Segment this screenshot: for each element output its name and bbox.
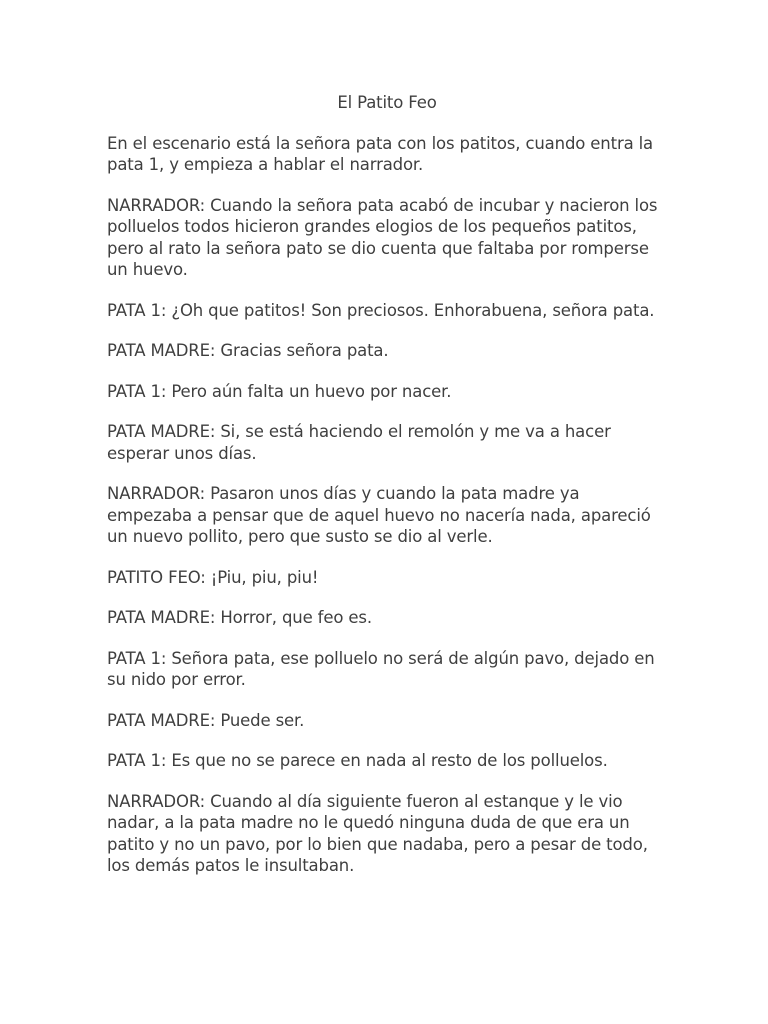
paragraph-narrador-3: NARRADOR: Cuando al día siguiente fueron al estanque y le vio nadar, a la pata madre no le quedó ninguna duda de que era un patito y no un pavo, por lo bien que nadaba, pero a pesar de todo, los demás patos le insultaban.	[107, 791, 648, 875]
paragraph-pata-madre-3: PATA MADRE: Horror, que feo es.	[107, 608, 372, 627]
paragraph-pata1-4: PATA 1: Es que no se parece en nada al resto de los polluelos.	[107, 751, 608, 770]
document-body	[107, 92, 667, 896]
paragraph-narrador-2: NARRADOR: Pasaron unos días y cuando la pata madre ya empezaba a pensar que de aquel huevo no nacería nada, apareció un nuevo pollito, pero que susto se dio al verle.	[107, 484, 651, 546]
paragraph-intro: En el escenario está la señora pata con los patitos, cuando entra la pata 1, y empieza a hablar el narrador.	[107, 133, 654, 174]
paragraph-pata1-2: PATA 1: Pero aún falta un huevo por nacer.	[107, 381, 452, 401]
document-title: El Patito Feo	[337, 93, 437, 112]
paragraph-narrador-1: NARRADOR: Cuando la señora pata acabó de incubar y nacieron los polluelos todos hicieron grandes elogios de los pequeños patitos, pero al rato la señora pato se dio cuenta que faltaba por romperse un huevo.	[107, 195, 658, 279]
paragraph-pata-madre-1: PATA MADRE: Gracias señora pata.	[107, 341, 389, 360]
paragraph-pata1-1: PATA 1: ¿Oh que patitos! Son preciosos. Enhorabuena, señora pata.	[107, 300, 655, 320]
paragraph-patito-feo: PATITO FEO: ¡Piu, piu, piu!	[107, 567, 319, 587]
paragraph-pata1-3: PATA 1: Señora pata, ese polluelo no será de algún pavo, dejado en su nido por error.	[107, 648, 655, 689]
paragraph-pata-madre-4: PATA MADRE: Puede ser.	[107, 710, 305, 730]
paragraph-pata-madre-2: PATA MADRE: Si, se está haciendo el remolón y me va a hacer esperar unos días.	[107, 422, 611, 463]
